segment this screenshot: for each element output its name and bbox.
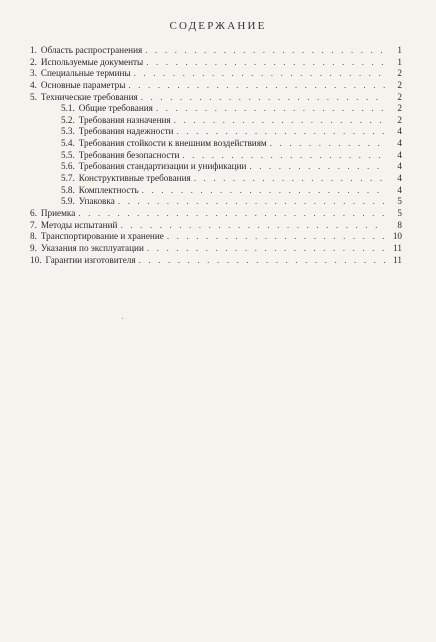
toc-entry: [30, 255, 402, 267]
page-title: СОДЕРЖАНИЕ: [169, 20, 267, 32]
toc-entry: [30, 92, 402, 104]
toc-entry-label: Комплектность: [78, 184, 139, 195]
toc-dot-leader: [249, 161, 385, 173]
toc-entry-number: 5.1.: [61, 103, 75, 114]
toc-page-number: 5: [397, 207, 402, 218]
toc-entry-number: 10.: [30, 254, 42, 265]
scan-speck: [122, 318, 123, 319]
toc-entry-label: Область распространения: [40, 45, 143, 55]
toc-subentry: [30, 138, 402, 150]
toc-subentry: [30, 103, 402, 115]
toc-entry-number: 9.: [30, 242, 37, 253]
toc-entry-label: Используемые документы: [40, 56, 144, 67]
toc-entry-label: Требования стойкости к внешним воздействиям: [78, 138, 267, 149]
toc-entry-label: Указания по эксплуатации: [40, 242, 144, 253]
toc-subentry: [30, 173, 402, 185]
toc-entry: [30, 68, 402, 80]
toc-subentry: [30, 150, 402, 162]
toc-entry-number: 5.8.: [61, 184, 75, 195]
toc-entry: [30, 57, 402, 69]
toc-entry-number: 5.2.: [61, 114, 75, 125]
toc-entry-label: Требования стандартизации и унификации: [78, 161, 247, 172]
toc-page-number: 11: [393, 254, 402, 265]
toc-page-number: 4: [397, 161, 402, 172]
toc-page-number: 1: [397, 45, 402, 55]
toc-dot-leader: [142, 185, 385, 197]
toc-page-number: 4: [397, 126, 402, 137]
toc-page-number: 4: [397, 184, 402, 195]
toc-entry: [30, 220, 402, 232]
toc-dot-leader: [147, 243, 385, 255]
toc-entry-label: Специальные термины: [40, 68, 131, 79]
toc-dot-leader: [174, 115, 385, 127]
toc-page-number: 8: [397, 219, 402, 230]
toc-dot-leader: [176, 126, 385, 138]
toc-entry-number: 5.7.: [61, 173, 75, 184]
toc-entry-number: 6.: [30, 207, 37, 218]
toc-page-number: 10: [392, 231, 402, 242]
toc-page-number: 1: [397, 56, 402, 67]
toc-page-number: 2: [397, 68, 402, 79]
toc-subentry: [30, 126, 402, 138]
toc-page-number: 4: [397, 173, 402, 184]
toc-dot-leader: [128, 80, 385, 92]
toc-entry-number: 5.9.: [61, 196, 75, 207]
toc-entry-number: 8.: [30, 231, 37, 242]
toc-entry-number: 5.5.: [61, 149, 75, 160]
toc-entry-number: 5.6.: [61, 161, 75, 172]
table-of-contents: [30, 45, 402, 266]
toc-subentry: [30, 185, 402, 197]
toc-entry-number: 1.: [30, 45, 37, 55]
toc-page-number: 4: [397, 149, 402, 160]
toc-dot-leader: [134, 68, 385, 80]
toc-entry-number: 5.4.: [61, 138, 75, 149]
toc-dot-leader: [182, 150, 385, 162]
toc-dot-leader: [145, 45, 385, 57]
toc-entry-label: Требования надежности: [78, 126, 174, 137]
toc-entry-number: 5.3.: [61, 126, 75, 137]
toc-entry-number: 4.: [30, 79, 37, 90]
toc-entry-label: Технические требования: [40, 91, 138, 102]
toc-dot-leader: [146, 57, 385, 69]
toc-dot-leader: [120, 220, 385, 232]
toc-entry: [30, 208, 402, 220]
toc-entry: [30, 80, 402, 92]
toc-entry-label: Требования назначения: [78, 114, 171, 125]
toc-dot-leader: [118, 196, 385, 208]
toc-dot-leader: [139, 255, 385, 267]
toc-entry: [30, 231, 402, 243]
toc-page-number: 2: [397, 79, 402, 90]
toc-entry-label: Транспортирование и хранение: [40, 231, 164, 242]
toc-dot-leader: [167, 231, 385, 243]
toc-entry-label: Конструктивные требования: [78, 173, 191, 184]
toc-entry-number: 5.: [30, 91, 37, 102]
toc-dot-leader: [78, 208, 385, 220]
toc-dot-leader: [194, 173, 385, 185]
toc-page-number: 5: [397, 196, 402, 207]
toc-entry-label: Методы испытаний: [40, 219, 118, 230]
toc-entry-label: Гарантии изготовителя: [45, 254, 136, 265]
toc-subentry: [30, 115, 402, 127]
toc-entry-label: Общие требования: [78, 103, 153, 114]
toc-dot-leader: [141, 92, 385, 104]
toc-page-number: 2: [397, 91, 402, 102]
toc-entry-number: 2.: [30, 56, 37, 67]
toc-page-number: 2: [397, 103, 402, 114]
toc-entry-number: 7.: [30, 219, 37, 230]
toc-dot-leader: [270, 138, 385, 150]
toc-subentry: [30, 196, 402, 208]
toc-dot-leader: [156, 103, 385, 115]
toc-entry-label: Требования безопасности: [78, 149, 180, 160]
toc-page-number: 2: [397, 114, 402, 125]
toc-entry-label: Основные параметры: [40, 79, 126, 90]
toc-entry-number: 3.: [30, 68, 37, 79]
toc-page-number: 4: [397, 138, 402, 149]
toc-page-number: 11: [393, 242, 402, 253]
toc-subentry: [30, 161, 402, 173]
toc-entry-label: Упаковка: [78, 196, 115, 207]
toc-entry-label: Приемка: [40, 207, 76, 218]
toc-entry: [30, 45, 402, 57]
toc-entry: [30, 243, 402, 255]
